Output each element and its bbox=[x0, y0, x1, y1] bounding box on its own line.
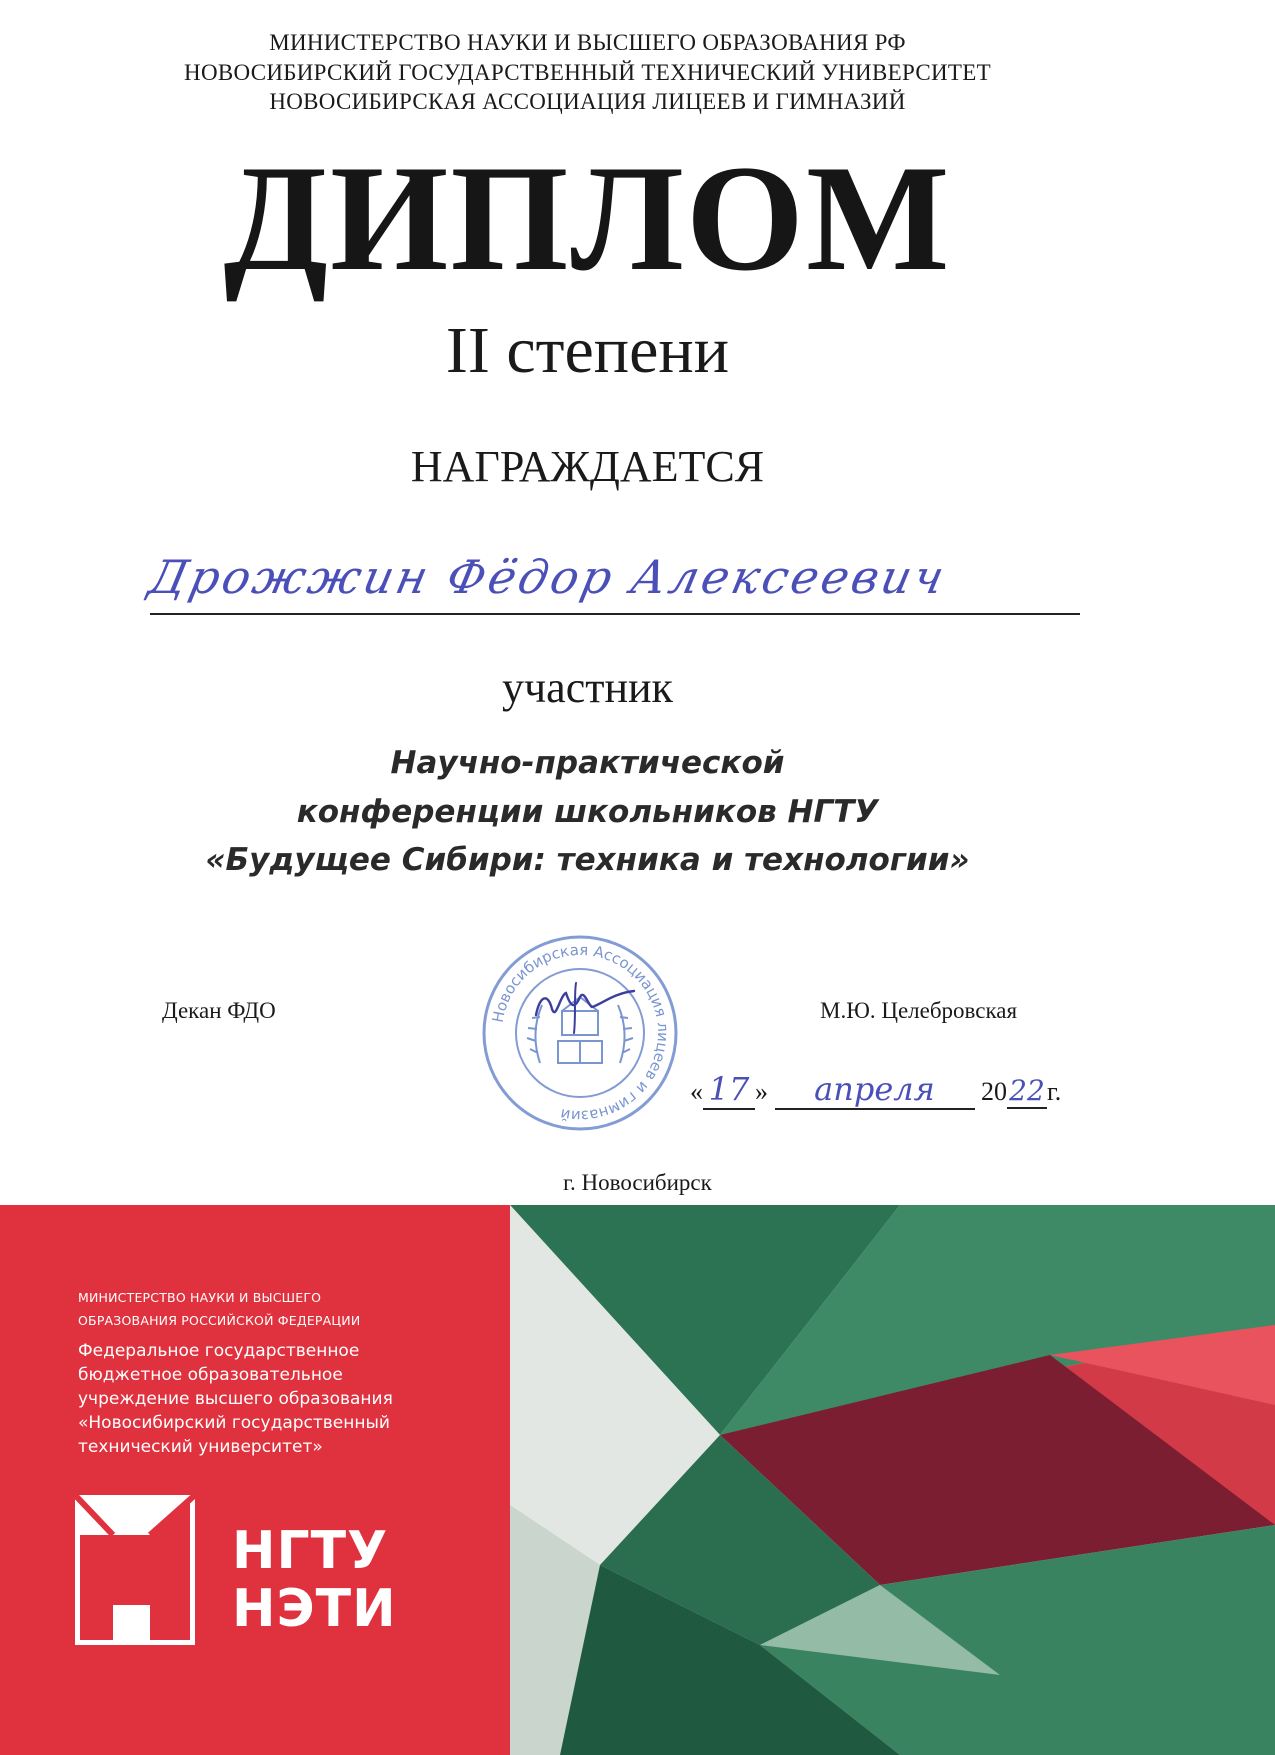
date-close-quote: » bbox=[755, 1077, 768, 1106]
date-year-suffix: 22 bbox=[1009, 1074, 1045, 1107]
city-label: г. Новосибирск bbox=[563, 1170, 712, 1195]
header-university: НОВОСИБИРСКИЙ ГОСУДАРСТВЕННЫЙ ТЕХНИЧЕСКИЙ УНИВЕРСИТЕТ bbox=[184, 60, 991, 85]
banner-org-line-2: бюджетное образовательное bbox=[78, 1365, 343, 1385]
nstu-logo-icon bbox=[75, 1495, 195, 1645]
awardee-name: Дрожжин Фёдор Алексеевич bbox=[144, 550, 952, 604]
name-underline bbox=[150, 613, 1080, 615]
dean-title: Декан ФДО bbox=[162, 998, 276, 1023]
date-open-quote: « bbox=[690, 1077, 703, 1106]
date-year-prefix: 20 bbox=[981, 1077, 1007, 1106]
date-month: апреля bbox=[814, 1070, 935, 1108]
header-association: НОВОСИБИРСКАЯ АССОЦИАЦИЯ ЛИЦЕЕВ И ГИМНАЗИЙ bbox=[269, 89, 906, 114]
banner-org-line-1: Федеральное государственное bbox=[78, 1341, 360, 1361]
award-date bbox=[690, 1070, 1061, 1110]
stamp-ring-text: Новосибирская Ассоциация лицеев и гимназий bbox=[488, 940, 673, 1126]
banner-red-panel bbox=[0, 1205, 510, 1755]
awardee-role: участник bbox=[502, 663, 673, 712]
nstu-logo-word-1: НГТУ bbox=[232, 1521, 389, 1581]
banner-org-line-5: технический университет» bbox=[78, 1437, 323, 1457]
nstu-logo-word-2: НЭТИ bbox=[232, 1579, 397, 1639]
banner-org-line-4: «Новосибирский государственный bbox=[78, 1413, 390, 1433]
diploma-degree: II степени bbox=[445, 314, 730, 387]
handwritten-signature bbox=[530, 975, 640, 1035]
banner-ministry-line-2: ОБРАЗОВАНИЯ РОССИЙСКОЙ ФЕДЕРАЦИИ bbox=[78, 1313, 361, 1328]
date-year-mark: г. bbox=[1047, 1077, 1062, 1106]
banner-ministry-line-1: МИНИСТЕРСТВО НАУКИ И ВЫСШЕГО bbox=[78, 1290, 322, 1305]
event-line-2: конференции школьников НГТУ bbox=[296, 794, 879, 830]
signer-name: М.Ю. Целебровская bbox=[820, 998, 1018, 1023]
event-line-1: Научно-практической bbox=[390, 745, 785, 781]
diploma-title: ДИПЛОМ bbox=[223, 134, 952, 302]
university-banner bbox=[0, 1205, 1275, 1755]
banner-org-line-3: учреждение высшего образования bbox=[78, 1389, 393, 1409]
awarded-label: НАГРАЖДАЕТСЯ bbox=[410, 442, 765, 491]
header-ministry: МИНИСТЕРСТВО НАУКИ И ВЫСШЕГО ОБРАЗОВАНИЯ РФ bbox=[269, 30, 906, 55]
event-line-3: «Будущее Сибири: техника и технологии» bbox=[205, 842, 970, 878]
date-day: 17 bbox=[708, 1070, 750, 1108]
